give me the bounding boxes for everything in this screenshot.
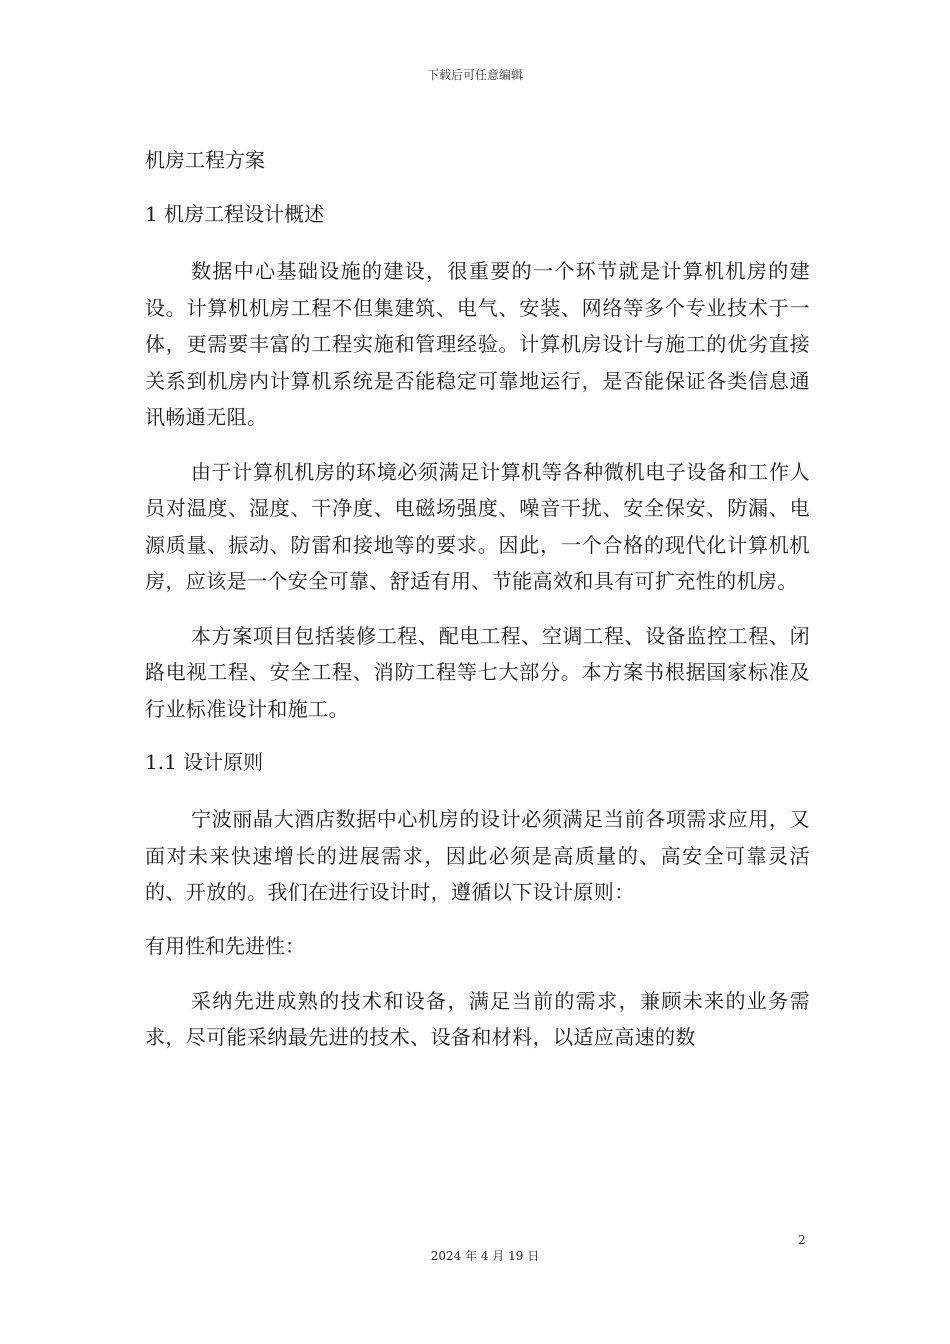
paragraph-overview-3: 本方案项目包括装修工程、配电工程、空调工程、设备监控工程、闭路电视工程、安全工程、消防工程等七大部分。本方案书根据国家标准及行业标准设计和施工。 [145, 623, 810, 721]
footer-date: 2024 年 4 月 19 日 [430, 1249, 540, 1263]
section-heading-1-1: 1.1 设计原则 [145, 750, 264, 774]
paragraph-overview-2: 由于计算机机房的环境必须满足计算机等各种微机电子设备和工作人员对温度、湿度、干净度、电磁场强度、噪音干扰、安全保安、防漏、电源质量、振动、防雷和接地等的要求。因此，一个合格的现代化计算机机房，应该是一个安全可靠、舒适有用、节能高效和具有可扩充性的机房。 [145, 459, 810, 593]
document-body [145, 143, 810, 1074]
page-number: 2 [798, 1233, 806, 1247]
page-header: 下载后可任意编辑 [426, 68, 523, 82]
section-heading-1: 1 机房工程设计概述 [145, 202, 325, 226]
paragraph-practicality: 采纳先进成熟的技术和设备，满足当前的需求，兼顾未来的业务需求，尽可能采纳最先进的技术、设备和材料，以适应高速的数 [145, 988, 810, 1049]
subheading-practicality: 有用性和先进性： [145, 933, 305, 958]
document-title: 机房工程方案 [145, 148, 265, 172]
paragraph-design-principles: 宁波丽晶大酒店数据中心机房的设计必须满足当前各项需求应用，又面对未来快速增长的进展需求，因此必须是高质量的、高安全可靠灵活的、开放的。我们在进行设计时，遵循以下设计原则： [145, 807, 810, 904]
paragraph-overview-1: 数据中心基础设施的建设，很重要的一个环节就是计算机机房的建设。计算机机房工程不但集建筑、电气、安装、网络等多个专业技术于一体，更需要丰富的工程实施和管理经验。计算机房设计与施工的优劣直接关系到机房内计算机系统是否能稳定可靠地运行，是否能保证各类信息通讯畅通无阻。 [145, 259, 810, 429]
